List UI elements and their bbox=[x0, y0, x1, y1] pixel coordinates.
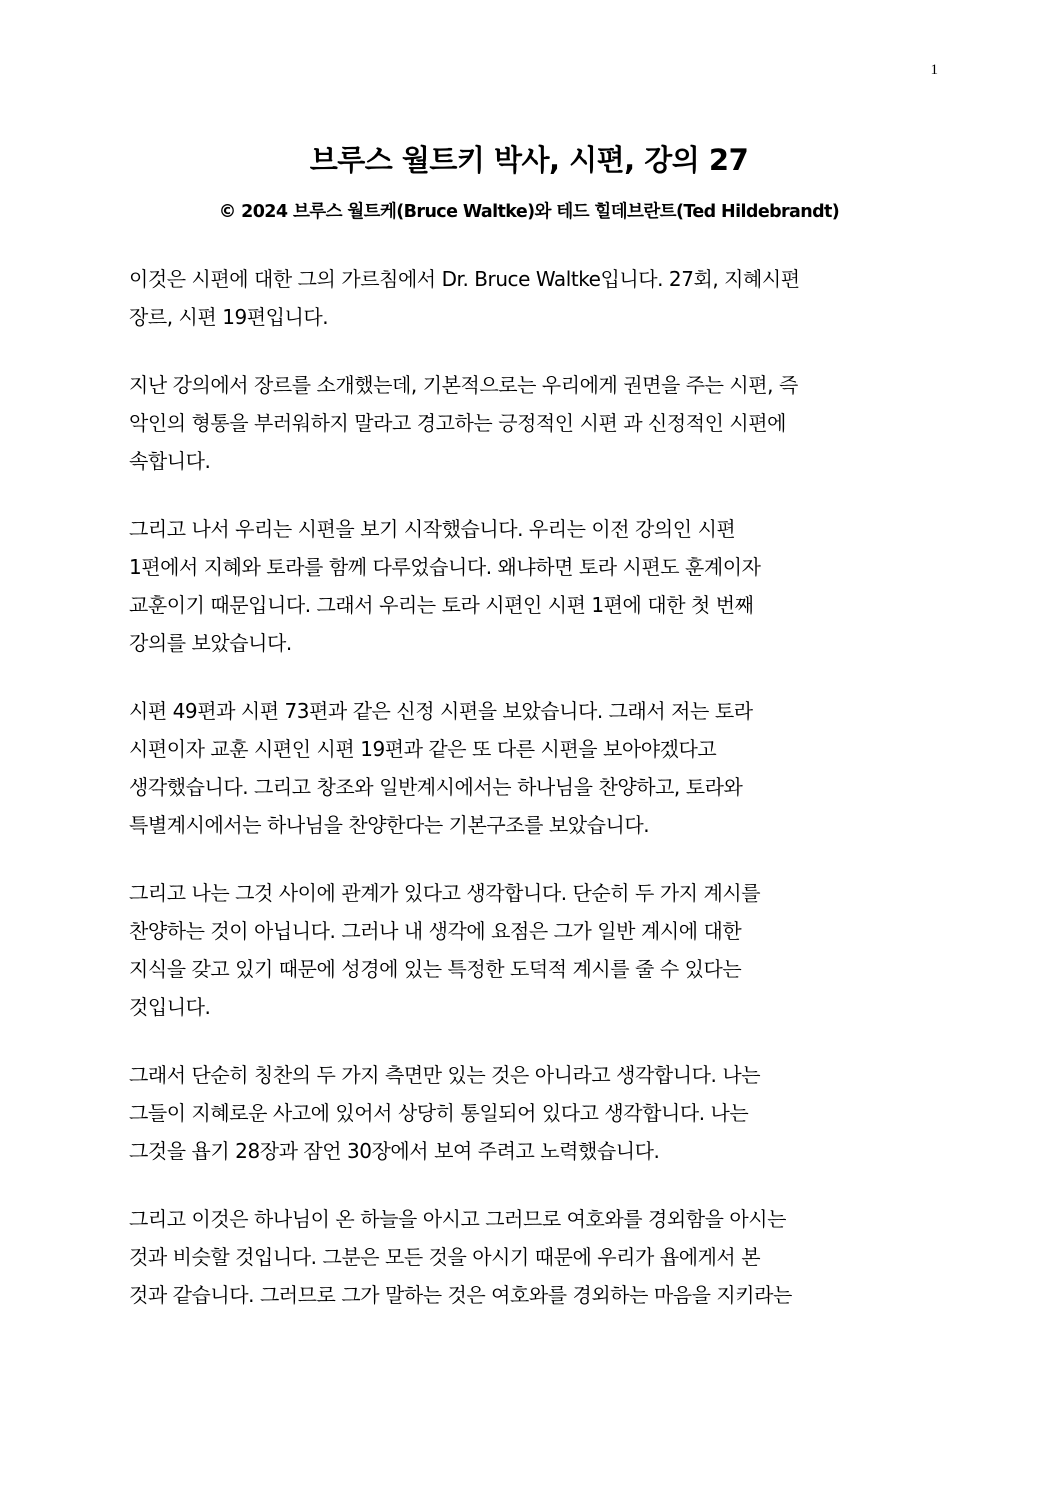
text-line: 것과 같습니다. 그러므로 그가 말하는 것은 여호와를 경외하는 마음을 지키라는 bbox=[129, 1283, 792, 1307]
text-line: 그리고 이것은 하나님이 온 하늘을 아시고 그러므로 여호와를 경외함을 아시는 bbox=[129, 1207, 787, 1231]
text-line: 그리고 나는 그것 사이에 관계가 있다고 생각합니다. 단순히 두 가지 계시를 bbox=[129, 881, 761, 905]
text-line: 시편 49편과 시편 73편과 같은 신정 시편을 보았습니다. 그래서 저는 토라 bbox=[129, 699, 753, 723]
text-line: 특별계시에서는 하나님을 찬양한다는 기본구조를 보았습니다. bbox=[129, 813, 650, 837]
text-line: 그들이 지혜로운 사고에 있어서 상당히 통일되어 있다고 생각합니다. 나는 bbox=[129, 1101, 749, 1125]
text-line: 것입니다. bbox=[129, 995, 211, 1019]
text-line: 시편이자 교훈 시편인 시편 19편과 같은 또 다른 시편을 보아야겠다고 bbox=[129, 737, 717, 761]
text-line: 악인의 형통을 부러워하지 말라고 경고하는 긍정적인 시편 과 신정적인 시편에 bbox=[129, 411, 787, 435]
document-body bbox=[129, 260, 929, 1344]
text-line: 이것은 시편에 대한 그의 가르침에서 Dr. Bruce Waltke입니다. 27회, 지혜시편 bbox=[129, 267, 800, 291]
text-line: 장르, 시편 19편입니다. bbox=[129, 305, 329, 329]
text-line: 것과 비슷할 것입니다. 그분은 모든 것을 아시기 때문에 우리가 욥에게서 본 bbox=[129, 1245, 761, 1269]
text-line: 속합니다. bbox=[129, 449, 211, 473]
text-line: 그것을 욥기 28장과 잠언 30장에서 보여 주려고 노력했습니다. bbox=[129, 1139, 660, 1163]
paragraph bbox=[129, 1200, 929, 1314]
paragraph bbox=[129, 510, 929, 662]
paragraph bbox=[129, 692, 929, 844]
text-line: 지식을 갖고 있기 때문에 성경에 있는 특정한 도덕적 계시를 줄 수 있다는 bbox=[129, 957, 742, 981]
paragraph bbox=[129, 260, 929, 336]
text-line: 교훈이기 때문입니다. 그래서 우리는 토라 시편인 시편 1편에 대한 첫 번째 bbox=[129, 593, 754, 617]
text-line: 그래서 단순히 칭찬의 두 가지 측면만 있는 것은 아니라고 생각합니다. 나는 bbox=[129, 1063, 761, 1087]
paragraph bbox=[129, 366, 929, 480]
copyright-line: © 2024 브루스 월트케(Bruce Waltke)와 테드 힐데브란트(Ted Hildebrandt) bbox=[218, 202, 840, 222]
text-line: 생각했습니다. 그리고 창조와 일반계시에서는 하나님을 찬양하고, 토라와 bbox=[129, 775, 743, 799]
paragraph bbox=[129, 1056, 929, 1170]
text-line: 지난 강의에서 장르를 소개했는데, 기본적으로는 우리에게 권면을 주는 시편, 즉 bbox=[129, 373, 798, 397]
paragraph bbox=[129, 874, 929, 1026]
text-line: 1편에서 지혜와 토라를 함께 다루었습니다. 왜냐하면 토라 시편도 훈계이자 bbox=[129, 555, 761, 579]
document-title: 브루스 월트키 박사, 시편, 강의 27 bbox=[309, 143, 749, 177]
text-line: 찬양하는 것이 아닙니다. 그러나 내 생각에 요점은 그가 일반 계시에 대한 bbox=[129, 919, 742, 943]
text-line: 강의를 보았습니다. bbox=[129, 631, 292, 655]
text-line: 그리고 나서 우리는 시편을 보기 시작했습니다. 우리는 이전 강의인 시편 bbox=[129, 517, 736, 541]
page-number: 1 bbox=[930, 62, 938, 78]
